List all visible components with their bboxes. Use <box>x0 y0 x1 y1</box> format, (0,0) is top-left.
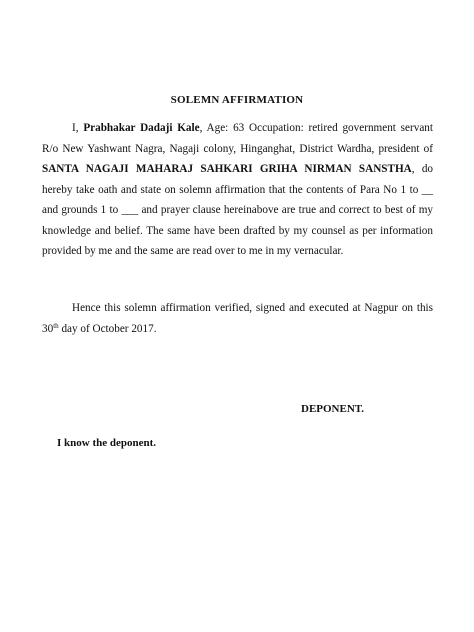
organization-name: SANTA NAGAJI MAHARAJ SAHKARI GRIHA NIRMAN SANSTHA <box>42 163 412 175</box>
document-title: SOLEMN AFFIRMATION <box>170 94 304 106</box>
ordinal-suffix: th <box>53 321 59 330</box>
para1-rest: , do hereby take oath and state on solemn affirmation that the contents of Para No 1 to __ and grounds 1 to ___ and prayer clause hereinabove are true and correct to best of my knowledge and belief. The same have been drafted by my counsel as per information provided by me and the same are read over to me in my vernacular. <box>42 163 434 257</box>
verification-paragraph <box>42 298 433 339</box>
deponent-signature-label: DEPONENT. <box>301 403 365 415</box>
deponent-name: Prabhakar Dadaji Kale <box>83 122 200 134</box>
para2-tail: day of October 2017. <box>58 322 157 335</box>
affirmation-paragraph <box>42 118 433 262</box>
identification-statement: I know the deponent. <box>57 437 157 449</box>
para2-text: Hence this solemn affirmation verified, signed and executed at Nagpur on this 30 <box>42 302 433 335</box>
para1-lead: I, <box>72 122 84 134</box>
para1-mid: , Age: 63 Occupation: retired government servant R/o New Yashwant Nagra, Nagaji colony, Hinganghat, District Wardha, president of <box>42 122 433 155</box>
